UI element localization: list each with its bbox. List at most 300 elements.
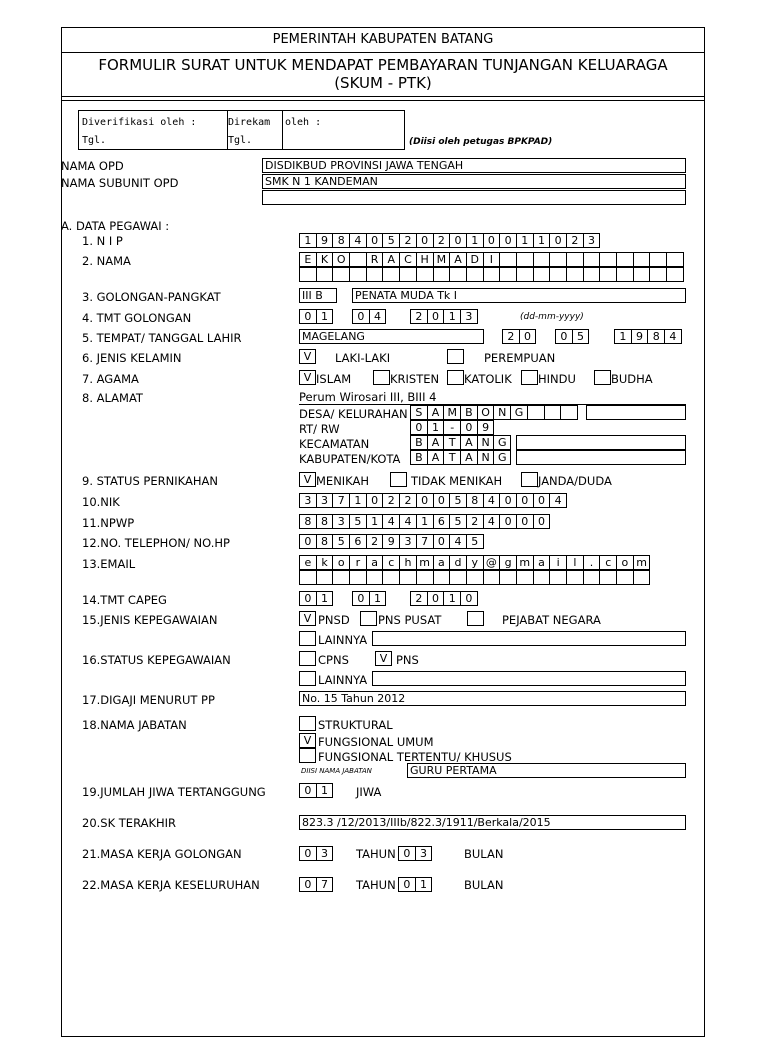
char-cell[interactable]: a: [366, 555, 384, 570]
char-cell[interactable]: 5: [349, 514, 367, 529]
char-cell[interactable]: 5: [449, 493, 467, 508]
char-cell[interactable]: 6: [433, 514, 451, 529]
lahir-day[interactable]: [502, 329, 535, 344]
kristen-checkbox[interactable]: [373, 370, 390, 385]
char-cell[interactable]: m: [516, 555, 534, 570]
char-cell[interactable]: T: [443, 450, 461, 465]
capeg-month[interactable]: [352, 591, 385, 606]
char-cell[interactable]: 8: [466, 493, 484, 508]
email-cells-row2[interactable]: [299, 570, 649, 585]
char-cell[interactable]: M: [433, 252, 451, 267]
char-cell[interactable]: 5: [572, 329, 590, 344]
char-cell[interactable]: 1: [416, 514, 434, 529]
char-cell[interactable]: 0: [299, 591, 317, 606]
char-cell[interactable]: 0: [460, 420, 478, 435]
char-cell[interactable]: [549, 252, 567, 267]
char-cell[interactable]: [382, 570, 400, 585]
char-cell[interactable]: 3: [415, 846, 433, 861]
kecamatan-cells[interactable]: [410, 435, 510, 450]
char-cell[interactable]: 3: [332, 514, 350, 529]
char-cell[interactable]: A: [427, 435, 445, 450]
hindu-label: HINDU: [538, 372, 576, 386]
char-cell[interactable]: 4: [399, 514, 417, 529]
struktural-checkbox[interactable]: [299, 716, 316, 731]
char-cell[interactable]: 0: [416, 233, 434, 248]
char-cell[interactable]: [616, 570, 634, 585]
char-cell[interactable]: 0: [410, 420, 428, 435]
char-cell[interactable]: 0: [299, 534, 317, 549]
char-cell[interactable]: 0: [516, 514, 534, 529]
laki-checkbox[interactable]: V: [299, 349, 316, 364]
char-cell[interactable]: 0: [433, 534, 451, 549]
lahir-month[interactable]: [555, 329, 588, 344]
nip-cells[interactable]: [299, 233, 599, 248]
char-cell[interactable]: [499, 252, 517, 267]
char-cell[interactable]: 1: [349, 493, 367, 508]
char-cell[interactable]: [332, 570, 350, 585]
tidak-menikah-checkbox[interactable]: [390, 472, 407, 487]
email-cells[interactable]: [299, 555, 649, 570]
char-cell[interactable]: h: [399, 555, 417, 570]
char-cell[interactable]: [583, 570, 601, 585]
mk-gol-bulan-cells[interactable]: [398, 846, 431, 861]
char-cell[interactable]: [299, 570, 317, 585]
char-cell[interactable]: G: [493, 435, 511, 450]
char-cell[interactable]: 4: [483, 514, 501, 529]
char-cell[interactable]: l: [566, 555, 584, 570]
tmt-capeg-label: 14.TMT CAPEG: [82, 593, 167, 607]
char-cell[interactable]: c: [599, 555, 617, 570]
char-cell[interactable]: 2: [366, 534, 384, 549]
char-cell[interactable]: [599, 570, 617, 585]
char-cell[interactable]: 0: [299, 846, 317, 861]
pns-pusat-checkbox[interactable]: [360, 611, 377, 626]
agama-label: 7. AGAMA: [82, 372, 139, 386]
char-cell[interactable]: 0: [398, 877, 416, 892]
jabatan-label: 18.NAMA JABATAN: [82, 718, 187, 732]
char-cell[interactable]: 5: [382, 233, 400, 248]
char-cell[interactable]: [316, 267, 334, 282]
section-a-title: A. DATA PEGAWAI :: [61, 219, 170, 233]
janda-checkbox[interactable]: [521, 472, 538, 487]
char-cell[interactable]: 3: [583, 233, 601, 248]
char-cell[interactable]: 2: [382, 493, 400, 508]
char-cell[interactable]: 0: [483, 233, 501, 248]
char-cell[interactable]: 4: [382, 514, 400, 529]
char-cell[interactable]: R: [366, 252, 384, 267]
katolik-checkbox[interactable]: [447, 370, 464, 385]
char-cell[interactable]: [416, 570, 434, 585]
char-cell[interactable]: 4: [664, 329, 682, 344]
golongan-label: 3. GOLONGAN-PANGKAT: [82, 290, 221, 304]
char-cell[interactable]: 0: [499, 514, 517, 529]
char-cell[interactable]: [416, 267, 434, 282]
char-cell[interactable]: @: [483, 555, 501, 570]
char-cell[interactable]: 1: [369, 591, 387, 606]
status-label: 9. STATUS PERNIKAHAN: [82, 474, 218, 488]
fungsional-tertentu-checkbox[interactable]: [299, 748, 316, 763]
header-divider: [61, 100, 705, 101]
desa-extra-field[interactable]: [586, 405, 686, 420]
char-cell[interactable]: 2: [502, 329, 520, 344]
char-cell[interactable]: 0: [299, 877, 317, 892]
char-cell[interactable]: [399, 570, 417, 585]
char-cell[interactable]: K: [316, 252, 334, 267]
char-cell[interactable]: [616, 252, 634, 267]
perempuan-checkbox[interactable]: [447, 349, 464, 364]
capeg-year[interactable]: [410, 591, 477, 606]
char-cell[interactable]: [599, 252, 617, 267]
nik-cells[interactable]: [299, 493, 566, 508]
char-cell[interactable]: 0: [449, 233, 467, 248]
tahun-label: TAHUN: [356, 847, 396, 861]
mk-all-bulan-cells[interactable]: [398, 877, 431, 892]
char-cell[interactable]: B: [460, 405, 478, 420]
char-cell[interactable]: 0: [398, 846, 416, 861]
char-cell[interactable]: 1: [366, 514, 384, 529]
char-cell[interactable]: N: [493, 405, 511, 420]
char-cell[interactable]: 0: [533, 514, 551, 529]
char-cell[interactable]: 6: [349, 534, 367, 549]
char-cell[interactable]: [560, 405, 578, 420]
char-cell[interactable]: A: [460, 435, 478, 450]
char-cell[interactable]: 0: [533, 493, 551, 508]
char-cell[interactable]: [633, 252, 651, 267]
char-cell[interactable]: 0: [352, 591, 370, 606]
perempuan-label: PEREMPUAN: [484, 351, 556, 365]
date-format-hint: (dd-mm-yyyy): [520, 312, 584, 322]
char-cell[interactable]: [332, 267, 350, 282]
char-cell[interactable]: [549, 267, 567, 282]
verification-note: (Diisi oleh petugas BPKPAD): [409, 137, 553, 147]
char-cell[interactable]: 0: [427, 309, 445, 324]
char-cell[interactable]: N: [477, 435, 495, 450]
mk-keseluruhan-label: 22.MASA KERJA KESELURUHAN: [82, 878, 260, 892]
char-cell[interactable]: [666, 267, 684, 282]
char-cell[interactable]: 2: [433, 233, 451, 248]
char-cell[interactable]: [533, 570, 551, 585]
verified-cell: [79, 111, 228, 149]
lahir-year[interactable]: [614, 329, 681, 344]
char-cell[interactable]: A: [382, 252, 400, 267]
alamat-value[interactable]: Perum Wirosari III, BIII 4: [299, 390, 437, 404]
npwp-cells[interactable]: [299, 514, 549, 529]
char-cell[interactable]: o: [616, 555, 634, 570]
char-cell[interactable]: c: [382, 555, 400, 570]
verification-box: [78, 110, 405, 150]
rtrw-cells[interactable]: [410, 420, 493, 435]
char-cell[interactable]: 0: [416, 493, 434, 508]
jiwa-cells[interactable]: [299, 783, 332, 798]
pejabat-negara-checkbox[interactable]: [467, 611, 484, 626]
char-cell[interactable]: 0: [433, 493, 451, 508]
char-cell[interactable]: 1: [533, 233, 551, 248]
nama-label: 2. NAMA: [82, 254, 131, 268]
char-cell[interactable]: A: [449, 252, 467, 267]
char-cell[interactable]: [366, 570, 384, 585]
opd-field[interactable]: DISDIKBUD PROVINSI JAWA TENGAH: [262, 158, 686, 173]
menikah-checkbox[interactable]: V: [299, 472, 316, 487]
tahun-label: TAHUN: [356, 878, 396, 892]
hindu-checkbox[interactable]: [521, 370, 538, 385]
char-cell[interactable]: 4: [483, 493, 501, 508]
char-cell[interactable]: m: [416, 555, 434, 570]
char-cell[interactable]: [466, 267, 484, 282]
char-cell[interactable]: 8: [647, 329, 665, 344]
capeg-day[interactable]: [299, 591, 332, 606]
subunit-field[interactable]: SMK N 1 KANDEMAN: [262, 174, 686, 189]
char-cell[interactable]: M: [443, 405, 461, 420]
char-cell[interactable]: -: [443, 420, 461, 435]
char-cell[interactable]: G: [493, 450, 511, 465]
char-cell[interactable]: [649, 267, 667, 282]
char-cell[interactable]: 5: [466, 534, 484, 549]
char-cell[interactable]: [566, 570, 584, 585]
char-cell[interactable]: 8: [316, 534, 334, 549]
char-cell[interactable]: S: [410, 405, 428, 420]
char-cell[interactable]: T: [443, 435, 461, 450]
fungsional-umum-checkbox[interactable]: V: [299, 733, 316, 748]
char-cell[interactable]: O: [332, 252, 350, 267]
char-cell[interactable]: [366, 267, 384, 282]
tmt-gol-month[interactable]: [352, 309, 385, 324]
tmt-gol-day[interactable]: [299, 309, 332, 324]
desa-label: DESA/ KELURAHAN: [299, 407, 408, 421]
char-cell[interactable]: 3: [316, 493, 334, 508]
char-cell[interactable]: H: [416, 252, 434, 267]
fungsional-umum-label: FUNGSIONAL UMUM: [318, 735, 434, 749]
char-cell[interactable]: 7: [316, 877, 334, 892]
char-cell[interactable]: [583, 267, 601, 282]
char-cell[interactable]: [349, 267, 367, 282]
char-cell[interactable]: [666, 252, 684, 267]
char-cell[interactable]: D: [466, 252, 484, 267]
pnsd-checkbox[interactable]: V: [299, 611, 316, 626]
char-cell[interactable]: [449, 267, 467, 282]
char-cell[interactable]: a: [533, 555, 551, 570]
lainnya-label: LAINNYA: [318, 633, 368, 647]
char-cell[interactable]: [433, 267, 451, 282]
char-cell[interactable]: 3: [316, 846, 334, 861]
char-cell[interactable]: A: [427, 450, 445, 465]
mk-all-tahun-cells[interactable]: [299, 877, 332, 892]
char-cell[interactable]: [349, 570, 367, 585]
telp-cells[interactable]: [299, 534, 483, 549]
char-cell[interactable]: 1: [415, 877, 433, 892]
char-cell[interactable]: k: [316, 555, 334, 570]
char-cell[interactable]: 0: [366, 493, 384, 508]
char-cell[interactable]: [583, 252, 601, 267]
char-cell[interactable]: [527, 405, 545, 420]
char-cell[interactable]: [566, 252, 584, 267]
char-cell[interactable]: d: [449, 555, 467, 570]
char-cell[interactable]: 1: [299, 233, 317, 248]
bulan-label: BULAN: [464, 878, 504, 892]
char-cell[interactable]: y: [466, 555, 484, 570]
char-cell[interactable]: 1: [316, 783, 334, 798]
char-cell[interactable]: 9: [631, 329, 649, 344]
char-cell[interactable]: 9: [316, 233, 334, 248]
char-cell[interactable]: 0: [299, 309, 317, 324]
char-cell[interactable]: 0: [499, 493, 517, 508]
char-cell[interactable]: A: [460, 450, 478, 465]
char-cell[interactable]: [499, 267, 517, 282]
char-cell[interactable]: 1: [316, 309, 334, 324]
char-cell[interactable]: 4: [369, 309, 387, 324]
char-cell[interactable]: 0: [366, 233, 384, 248]
char-cell[interactable]: 1: [316, 591, 334, 606]
menikah-label: MENIKAH: [316, 474, 370, 488]
char-cell[interactable]: 4: [449, 534, 467, 549]
char-cell[interactable]: [299, 267, 317, 282]
char-cell[interactable]: 0: [519, 329, 537, 344]
char-cell[interactable]: i: [549, 555, 567, 570]
char-cell[interactable]: [533, 252, 551, 267]
recorded-label: Direkam: [228, 117, 271, 128]
char-cell[interactable]: [516, 570, 534, 585]
char-cell[interactable]: 3: [460, 309, 478, 324]
char-cell[interactable]: [499, 570, 517, 585]
form-title-line2: (SKUM - PTK): [334, 74, 432, 92]
char-cell[interactable]: [516, 252, 534, 267]
char-cell[interactable]: [533, 267, 551, 282]
char-cell[interactable]: [466, 570, 484, 585]
nama-cells-row2[interactable]: [299, 267, 683, 282]
sk-field[interactable]: 823.3 /12/2013/IIIb/822.3/1911/Berkala/2015: [299, 815, 686, 830]
lainnya-status-field[interactable]: [372, 671, 686, 686]
char-cell[interactable]: 8: [299, 514, 317, 529]
char-cell[interactable]: B: [410, 450, 428, 465]
char-cell[interactable]: E: [299, 252, 317, 267]
pp-field[interactable]: No. 15 Tahun 2012: [299, 691, 686, 706]
char-cell[interactable]: a: [433, 555, 451, 570]
lainnya-field[interactable]: [372, 631, 686, 646]
subunit-extra-field[interactable]: [262, 190, 686, 205]
nama-cells[interactable]: [299, 252, 683, 267]
char-cell[interactable]: 4: [549, 493, 567, 508]
lainnya-checkbox[interactable]: [299, 631, 316, 646]
char-cell[interactable]: 1: [614, 329, 632, 344]
char-cell[interactable]: 8: [316, 514, 334, 529]
char-cell[interactable]: [599, 267, 617, 282]
char-cell[interactable]: m: [633, 555, 651, 570]
char-cell[interactable]: G: [510, 405, 528, 420]
char-cell[interactable]: 2: [399, 493, 417, 508]
char-cell[interactable]: 2: [410, 309, 428, 324]
char-cell[interactable]: 0: [299, 783, 317, 798]
char-cell[interactable]: 3: [399, 534, 417, 549]
char-cell[interactable]: 5: [449, 514, 467, 529]
kabupaten-extra-field[interactable]: [516, 450, 686, 465]
char-cell[interactable]: [544, 405, 562, 420]
char-cell[interactable]: B: [410, 435, 428, 450]
char-cell[interactable]: e: [299, 555, 317, 570]
jiwa-label: 19.JUMLAH JIWA TERTANGGUNG: [82, 785, 266, 799]
mk-gol-tahun-cells[interactable]: [299, 846, 332, 861]
pangkat-field[interactable]: PENATA MUDA Tk I: [352, 288, 686, 303]
char-cell[interactable]: 4: [349, 233, 367, 248]
pns-label: PNS: [396, 653, 419, 667]
char-cell[interactable]: o: [332, 555, 350, 570]
char-cell[interactable]: [449, 570, 467, 585]
pns-checkbox[interactable]: V: [375, 651, 392, 666]
budha-checkbox[interactable]: [594, 370, 611, 385]
char-cell[interactable]: 2: [399, 233, 417, 248]
tempat-lahir-field[interactable]: MAGELANG: [299, 329, 484, 344]
char-cell[interactable]: r: [349, 555, 367, 570]
jabatan-field[interactable]: GURU PERTAMA: [407, 763, 686, 778]
char-cell[interactable]: 0: [555, 329, 573, 344]
char-cell[interactable]: [433, 570, 451, 585]
char-cell[interactable]: [633, 267, 651, 282]
lainnya-status-checkbox[interactable]: [299, 671, 316, 686]
char-cell[interactable]: [549, 570, 567, 585]
char-cell[interactable]: [382, 267, 400, 282]
char-cell[interactable]: O: [477, 405, 495, 420]
golongan-field[interactable]: III B: [299, 288, 337, 303]
char-cell[interactable]: 1: [466, 233, 484, 248]
char-cell[interactable]: 2: [410, 591, 428, 606]
char-cell[interactable]: 3: [299, 493, 317, 508]
verified-by-label: Diverifikasi oleh :: [82, 117, 197, 128]
char-cell[interactable]: C: [399, 252, 417, 267]
cpns-checkbox[interactable]: [299, 651, 316, 666]
char-cell[interactable]: 1: [443, 591, 461, 606]
char-cell[interactable]: N: [477, 450, 495, 465]
char-cell[interactable]: 0: [516, 493, 534, 508]
char-cell[interactable]: 7: [416, 534, 434, 549]
char-cell[interactable]: 2: [566, 233, 584, 248]
char-cell[interactable]: 1: [427, 420, 445, 435]
char-cell[interactable]: 1: [516, 233, 534, 248]
char-cell[interactable]: [483, 570, 501, 585]
char-cell[interactable]: [516, 267, 534, 282]
char-cell[interactable]: g: [499, 555, 517, 570]
char-cell[interactable]: [616, 267, 634, 282]
diisi-jabatan-hint: DIISI NAMA JABATAN: [301, 767, 372, 775]
char-cell[interactable]: [483, 267, 501, 282]
char-cell[interactable]: A: [427, 405, 445, 420]
char-cell[interactable]: 7: [332, 493, 350, 508]
char-cell[interactable]: 0: [352, 309, 370, 324]
char-cell[interactable]: 0: [499, 233, 517, 248]
laki-label: LAKI-LAKI: [335, 351, 391, 365]
char-cell[interactable]: I: [483, 252, 501, 267]
char-cell[interactable]: [649, 252, 667, 267]
char-cell[interactable]: 0: [549, 233, 567, 248]
char-cell[interactable]: [633, 570, 651, 585]
char-cell[interactable]: 8: [332, 233, 350, 248]
char-cell[interactable]: 1: [443, 309, 461, 324]
desa-cells[interactable]: [410, 405, 577, 420]
char-cell[interactable]: 9: [477, 420, 495, 435]
char-cell[interactable]: [566, 267, 584, 282]
nik-label: 10.NIK: [82, 495, 120, 509]
char-cell[interactable]: 2: [466, 514, 484, 529]
kecamatan-extra-field[interactable]: [516, 435, 686, 450]
char-cell[interactable]: [349, 252, 367, 267]
char-cell[interactable]: [316, 570, 334, 585]
islam-checkbox[interactable]: V: [299, 370, 316, 385]
char-cell[interactable]: 0: [460, 591, 478, 606]
kabupaten-cells[interactable]: [410, 450, 510, 465]
char-cell[interactable]: 5: [332, 534, 350, 549]
tmt-gol-year[interactable]: [410, 309, 477, 324]
char-cell[interactable]: 0: [427, 591, 445, 606]
char-cell[interactable]: [399, 267, 417, 282]
char-cell[interactable]: .: [583, 555, 601, 570]
char-cell[interactable]: 9: [382, 534, 400, 549]
